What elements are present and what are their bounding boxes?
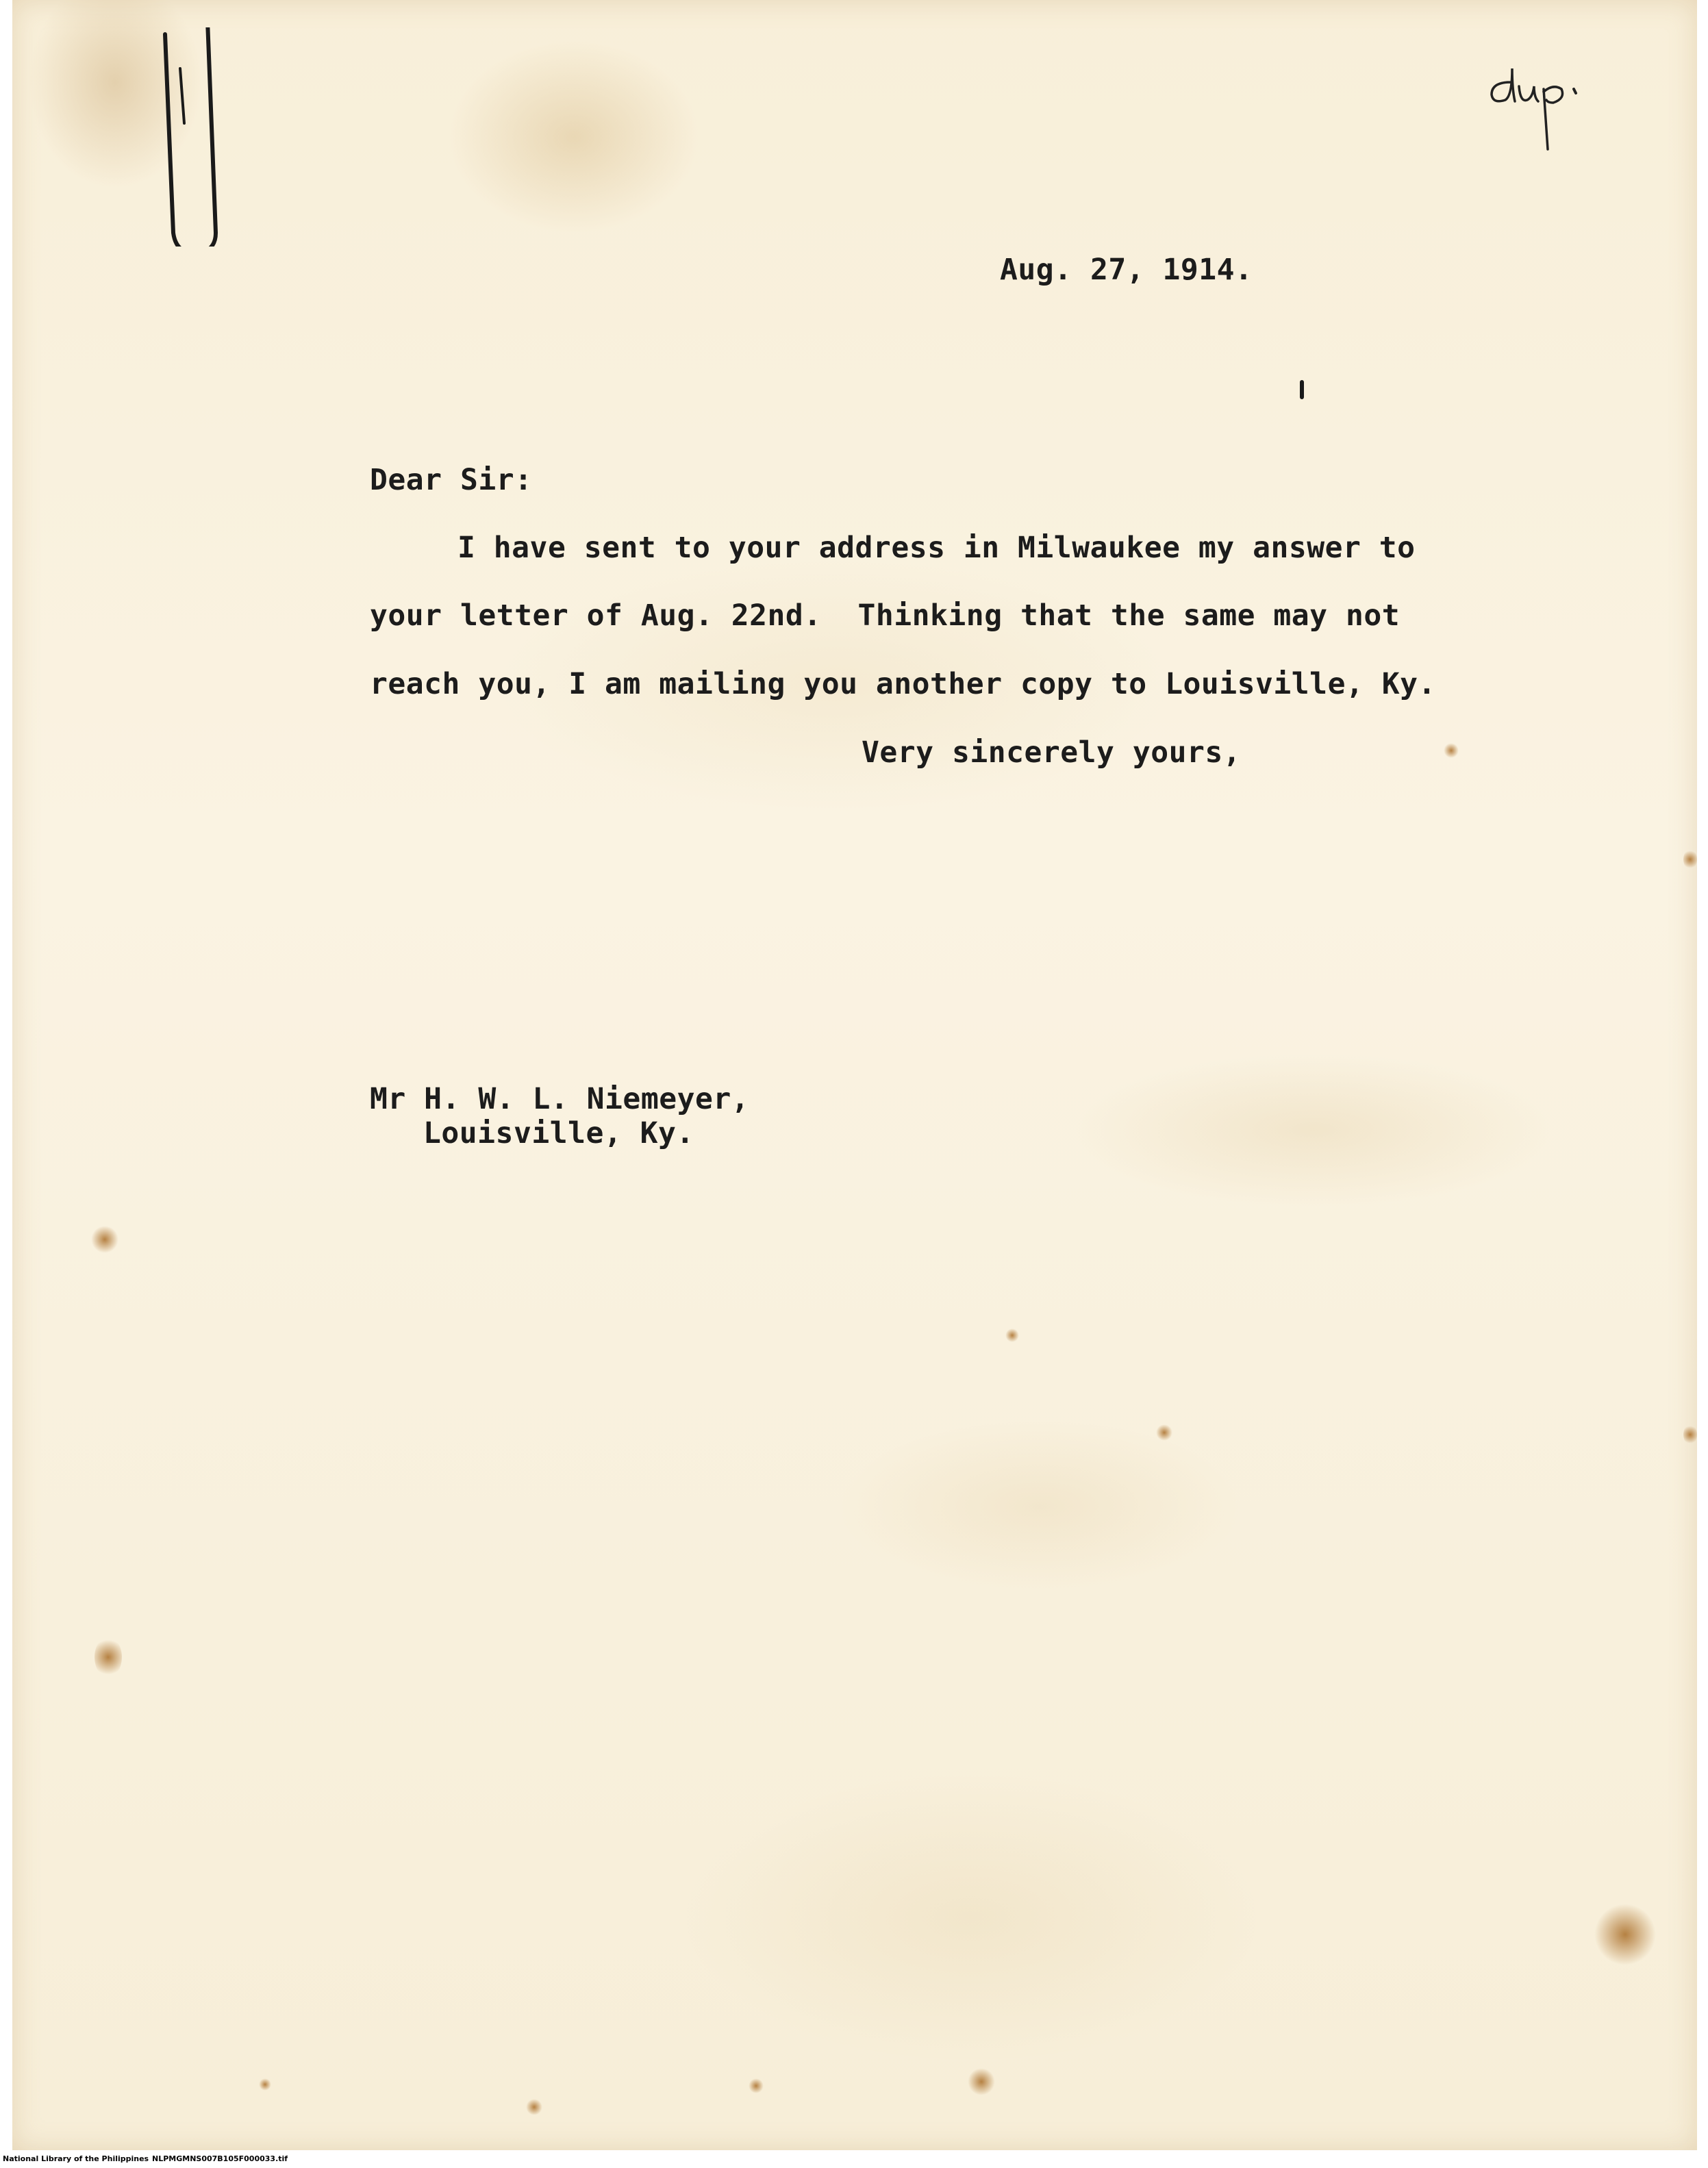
stain-spot (1683, 1424, 1697, 1445)
letter-paper (12, 0, 1697, 2150)
letter-body-line: your letter of Aug. 22nd. Thinking that the same may not (370, 598, 1401, 633)
letter-body-line: I have sent to your address in Milwaukee my answer to (457, 531, 1416, 565)
letter-salutation: Dear Sir: (370, 463, 533, 497)
handwritten-note (1485, 62, 1587, 151)
stain-spot (259, 2078, 271, 2091)
stain-spot (1444, 743, 1459, 758)
footer-filename: NLPMGMNS007B105F000033.tif (152, 2154, 288, 2163)
stain-spot (1594, 1904, 1656, 1965)
stain-spot (1156, 1424, 1172, 1441)
stain-spot (91, 1226, 118, 1253)
stain-spot (95, 1637, 122, 1678)
ink-mark (1300, 380, 1304, 399)
letter-date: Aug. 27, 1914. (1000, 253, 1253, 287)
letter-closing: Very sincerely yours, (862, 735, 1242, 770)
recipient-city: Louisville, Ky. (423, 1116, 694, 1150)
paperclip-mark-icon (153, 27, 228, 247)
stain-spot (526, 2099, 542, 2115)
stain-spot (1005, 1328, 1019, 1342)
stain-spot (1683, 849, 1697, 870)
stain-spot (968, 2068, 995, 2095)
footer-institution: National Library of the Philippines (3, 2154, 149, 2163)
letter-body-line: reach you, I am mailing you another copy to Louisville, Ky. (370, 667, 1436, 701)
stain-spot (749, 2078, 764, 2093)
recipient-name: Mr H. W. L. Niemeyer, (370, 1082, 750, 1116)
